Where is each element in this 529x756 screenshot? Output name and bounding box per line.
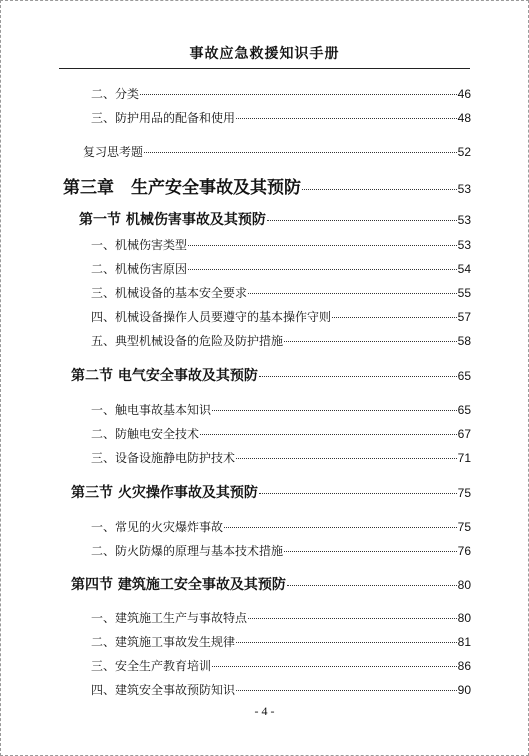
toc-entry-label: 一、机械伤害类型 (91, 238, 188, 252)
toc-entry-label: 四、机械设备操作人员要遵守的基本操作守则 (91, 310, 332, 324)
toc-page-number: 80 (457, 578, 471, 592)
toc-page-number: 71 (457, 451, 471, 465)
toc-entry[interactable] (91, 542, 471, 559)
dot-leader (188, 245, 457, 246)
dot-leader (236, 690, 457, 691)
toc-entry-review[interactable] (83, 143, 471, 160)
toc-entry[interactable] (91, 401, 471, 418)
dot-leader (248, 293, 457, 294)
dot-leader (224, 527, 457, 528)
toc-section-entry[interactable] (71, 482, 471, 502)
header-rule (59, 68, 470, 69)
page-number: - 4 - (254, 704, 275, 718)
toc-entry[interactable] (91, 518, 471, 535)
toc-entry[interactable] (91, 657, 471, 674)
dot-leader (259, 493, 457, 494)
toc-section-label: 第二节 电气安全事故及其预防 (71, 368, 258, 384)
dot-leader (212, 666, 457, 667)
toc-entry-label: 一、触电事故基本知识 (91, 403, 212, 417)
toc-entry-label: 一、建筑施工生产与事故特点 (91, 611, 248, 625)
toc-entry[interactable] (91, 681, 471, 698)
toc-page-number: 75 (457, 486, 471, 500)
toc-section-label: 第三节 火灾操作事故及其预防 (71, 485, 258, 501)
toc-entry-label: 二、建筑施工事故发生规律 (91, 635, 236, 649)
toc-page-number: 76 (457, 544, 471, 558)
dot-leader (236, 118, 457, 119)
toc-entry-label: 三、安全生产教育培训 (91, 659, 212, 673)
toc-page-number: 46 (457, 87, 471, 101)
toc-page-number: 86 (457, 659, 471, 673)
toc-page-number: 53 (457, 238, 471, 252)
toc-entry-label: 二、防触电安全技术 (91, 427, 200, 441)
dot-leader (287, 585, 457, 586)
toc-entry-label: 复习思考题 (83, 145, 144, 159)
dot-leader (200, 434, 457, 435)
dot-leader (284, 551, 457, 552)
toc-section-entry[interactable] (71, 574, 471, 594)
toc-page-number: 81 (457, 635, 471, 649)
toc-entry-label: 三、防护用品的配备和使用 (91, 111, 236, 125)
toc-entry[interactable] (91, 109, 471, 126)
toc-page-number: 65 (457, 369, 471, 383)
toc-entry[interactable] (91, 308, 471, 325)
toc-section-entry[interactable] (71, 365, 471, 385)
toc-entry-label: 二、防火防爆的原理与基本技术措施 (91, 544, 284, 558)
running-header-title: 事故应急救援知识手册 (189, 46, 340, 62)
toc-page-number: 55 (457, 286, 471, 300)
toc-page-number: 57 (457, 310, 471, 324)
toc-section-label: 第一节 机械伤害事故及其预防 (79, 212, 266, 228)
toc-page-number: 67 (457, 427, 471, 441)
toc-section-entry[interactable] (79, 209, 471, 229)
toc-section-label: 第四节 建筑施工安全事故及其预防 (71, 577, 286, 593)
toc-page-number: 58 (457, 334, 471, 348)
toc-entry[interactable] (91, 332, 471, 349)
toc-entry[interactable] (91, 633, 471, 650)
toc-page-number: 80 (457, 611, 471, 625)
dot-leader (212, 410, 457, 411)
toc-entry-label: 三、设备设施静电防护技术 (91, 451, 236, 465)
dot-leader (236, 458, 457, 459)
toc-entry[interactable] (91, 609, 471, 626)
toc-page-number: 48 (457, 111, 471, 125)
toc-entry[interactable] (91, 425, 471, 442)
toc-entry-label: 二、机械伤害原因 (91, 262, 188, 276)
toc-chapter-label: 第三章 生产安全事故及其预防 (63, 178, 301, 198)
dot-leader (188, 269, 457, 270)
toc-entry[interactable] (91, 449, 471, 466)
toc-entry[interactable] (91, 260, 471, 277)
dot-leader (140, 94, 457, 95)
toc-entry-label: 三、机械设备的基本安全要求 (91, 286, 248, 300)
toc-entry-label: 二、分类 (91, 87, 140, 101)
dot-leader (236, 642, 457, 643)
dot-leader (302, 189, 457, 190)
toc-entry[interactable] (91, 236, 471, 253)
dot-leader (144, 152, 457, 153)
dot-leader (267, 220, 457, 221)
dot-leader (332, 317, 457, 318)
toc-page-number: 54 (457, 262, 471, 276)
toc-page-number: 52 (457, 145, 471, 159)
toc-entry-label: 四、建筑安全事故预防知识 (91, 683, 236, 697)
toc-chapter-entry[interactable] (63, 173, 471, 198)
toc-page-number: 53 (457, 182, 471, 196)
toc-entry-label: 五、典型机械设备的危险及防护措施 (91, 334, 284, 348)
toc-entry[interactable] (91, 284, 471, 301)
toc-page-number: 75 (457, 520, 471, 534)
toc-entry[interactable] (91, 85, 471, 102)
dot-leader (259, 376, 457, 377)
dot-leader (284, 341, 457, 342)
toc-entry-label: 一、常见的火灾爆炸事故 (91, 520, 224, 534)
toc-page-number: 53 (457, 213, 471, 227)
toc-page-number: 90 (457, 683, 471, 697)
dot-leader (248, 618, 457, 619)
toc-page-number: 65 (457, 403, 471, 417)
